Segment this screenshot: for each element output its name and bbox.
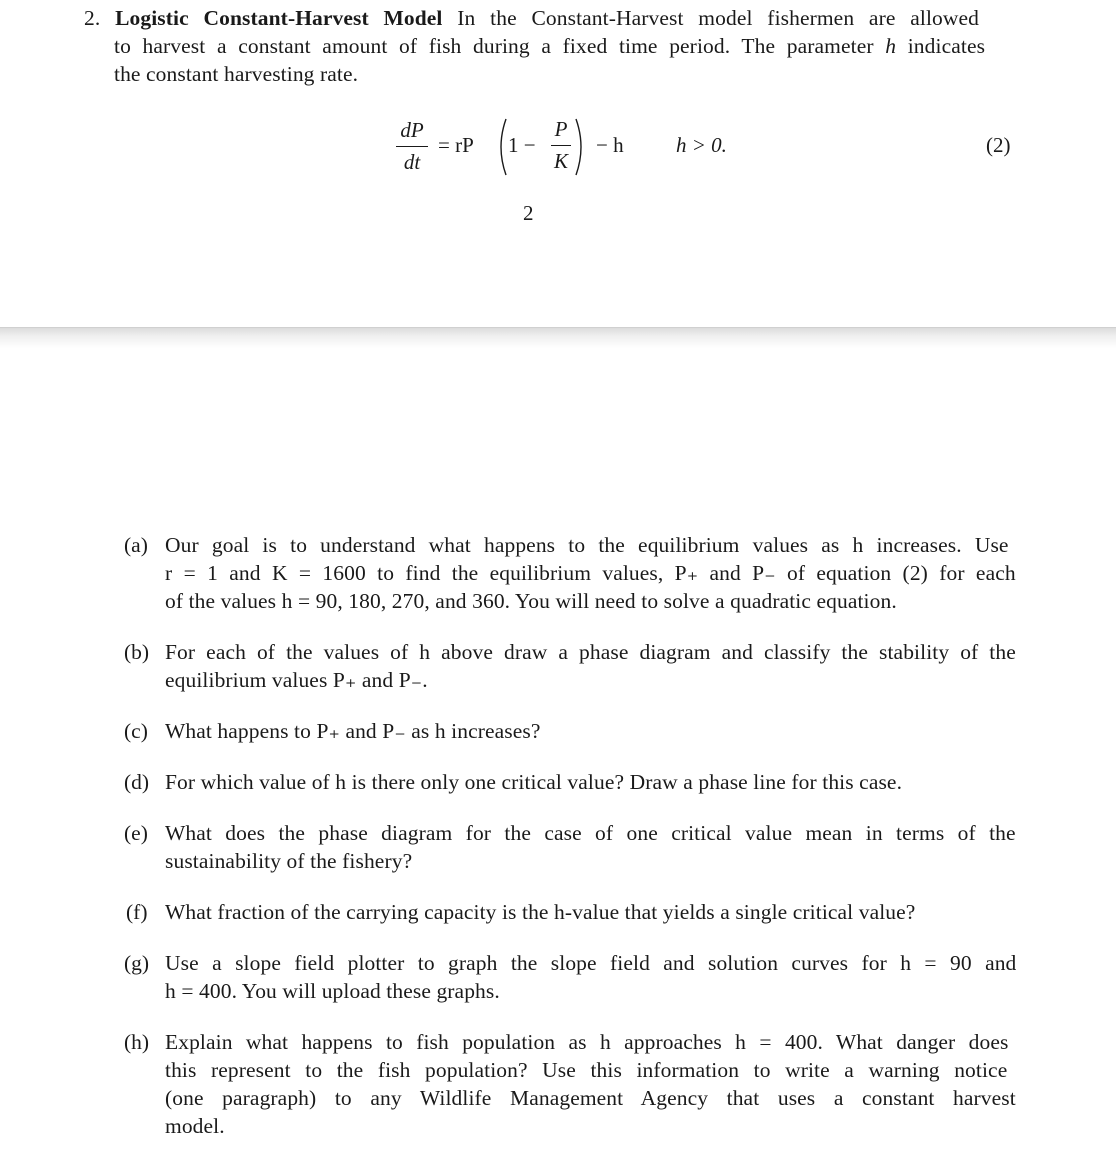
part-e-line-1: What does the phase diagram for the case of one critical value mean in terms of the bbox=[165, 821, 1016, 845]
eq-frac-bar-1 bbox=[396, 146, 428, 147]
part-b-line-1: For each of the values of h above draw a phase diagram and classify the stability of the bbox=[165, 640, 1016, 664]
problem-number: 2. bbox=[84, 6, 101, 30]
part-a-line-3: of the values h = 90, 180, 270, and 360. You will need to solve a quadratic equation. bbox=[165, 589, 897, 613]
part-e-label: (e) bbox=[124, 821, 148, 845]
part-a-line-1: Our goal is to understand what happens to the equilibrium values as h increases. Use bbox=[165, 533, 1009, 557]
eq-K: K bbox=[553, 149, 568, 173]
part-g-label: (g) bbox=[124, 951, 150, 975]
eq-number: (2) bbox=[986, 133, 1011, 157]
intro-line-2: to harvest a constant amount of fish during a fixed time period. The parameter bbox=[114, 34, 874, 58]
right-paren-icon bbox=[572, 117, 588, 177]
part-g-line-2: h = 400. You will upload these graphs. bbox=[165, 979, 500, 1003]
part-a-label: (a) bbox=[124, 533, 148, 557]
eq-dt: dt bbox=[403, 150, 421, 174]
part-g-line-1: Use a slope field plotter to graph the slope field and solution curves for h = 90 and bbox=[165, 951, 1017, 975]
part-a-line-2: r = 1 and K = 1600 to find the equilibrium values, P₊ and P₋ of equation (2) for each bbox=[165, 561, 1016, 585]
part-c-line-1: What happens to P₊ and P₋ as h increases? bbox=[165, 719, 541, 743]
part-h-line-4: model. bbox=[165, 1114, 225, 1138]
problem-title: Logistic Constant-Harvest Model bbox=[115, 6, 443, 30]
part-e-line-2: sustainability of the fishery? bbox=[165, 849, 413, 873]
part-f-line-1: What fraction of the carrying capacity is the h-value that yields a single critical value? bbox=[165, 900, 916, 924]
part-h-label: (h) bbox=[124, 1030, 150, 1054]
eq-rp: = rP bbox=[438, 133, 474, 157]
eq-minus-h: − h bbox=[596, 133, 624, 157]
part-d-label: (d) bbox=[124, 770, 150, 794]
part-c-label: (c) bbox=[124, 719, 148, 743]
page-number: 2 bbox=[523, 201, 534, 225]
part-h-line-3: (one paragraph) to any Wildlife Management Agency that uses a constant harvest bbox=[165, 1086, 1016, 1110]
intro-line-2-var: h bbox=[885, 34, 897, 58]
intro-line-1: In the Constant-Harvest model fishermen are allowed bbox=[457, 6, 980, 30]
eq-dP: dP bbox=[400, 118, 424, 142]
eq-condition: h > 0. bbox=[676, 133, 727, 157]
intro-line-2-end: indicates bbox=[907, 34, 986, 58]
part-h-line-1: Explain what happens to fish population as h approaches h = 400. What danger does bbox=[165, 1030, 1009, 1054]
eq-P: P bbox=[554, 117, 568, 141]
intro-line-3: the constant harvesting rate. bbox=[114, 62, 359, 86]
part-d-line-1: For which value of h is there only one critical value? Draw a phase line for this case. bbox=[165, 770, 903, 794]
eq-one-minus: 1 − bbox=[508, 133, 536, 157]
part-f-label: (f) bbox=[126, 900, 148, 924]
page-separator bbox=[0, 327, 1116, 348]
problem-header bbox=[84, 4, 979, 32]
part-h-line-2: this represent to the fish population? Use this information to write a warning notice bbox=[165, 1058, 1008, 1082]
part-b-line-2: equilibrium values P₊ and P₋. bbox=[165, 668, 428, 692]
eq-frac-bar-2 bbox=[551, 145, 571, 146]
intro-line-2-wrap bbox=[114, 32, 985, 60]
part-b-label: (b) bbox=[124, 640, 150, 664]
